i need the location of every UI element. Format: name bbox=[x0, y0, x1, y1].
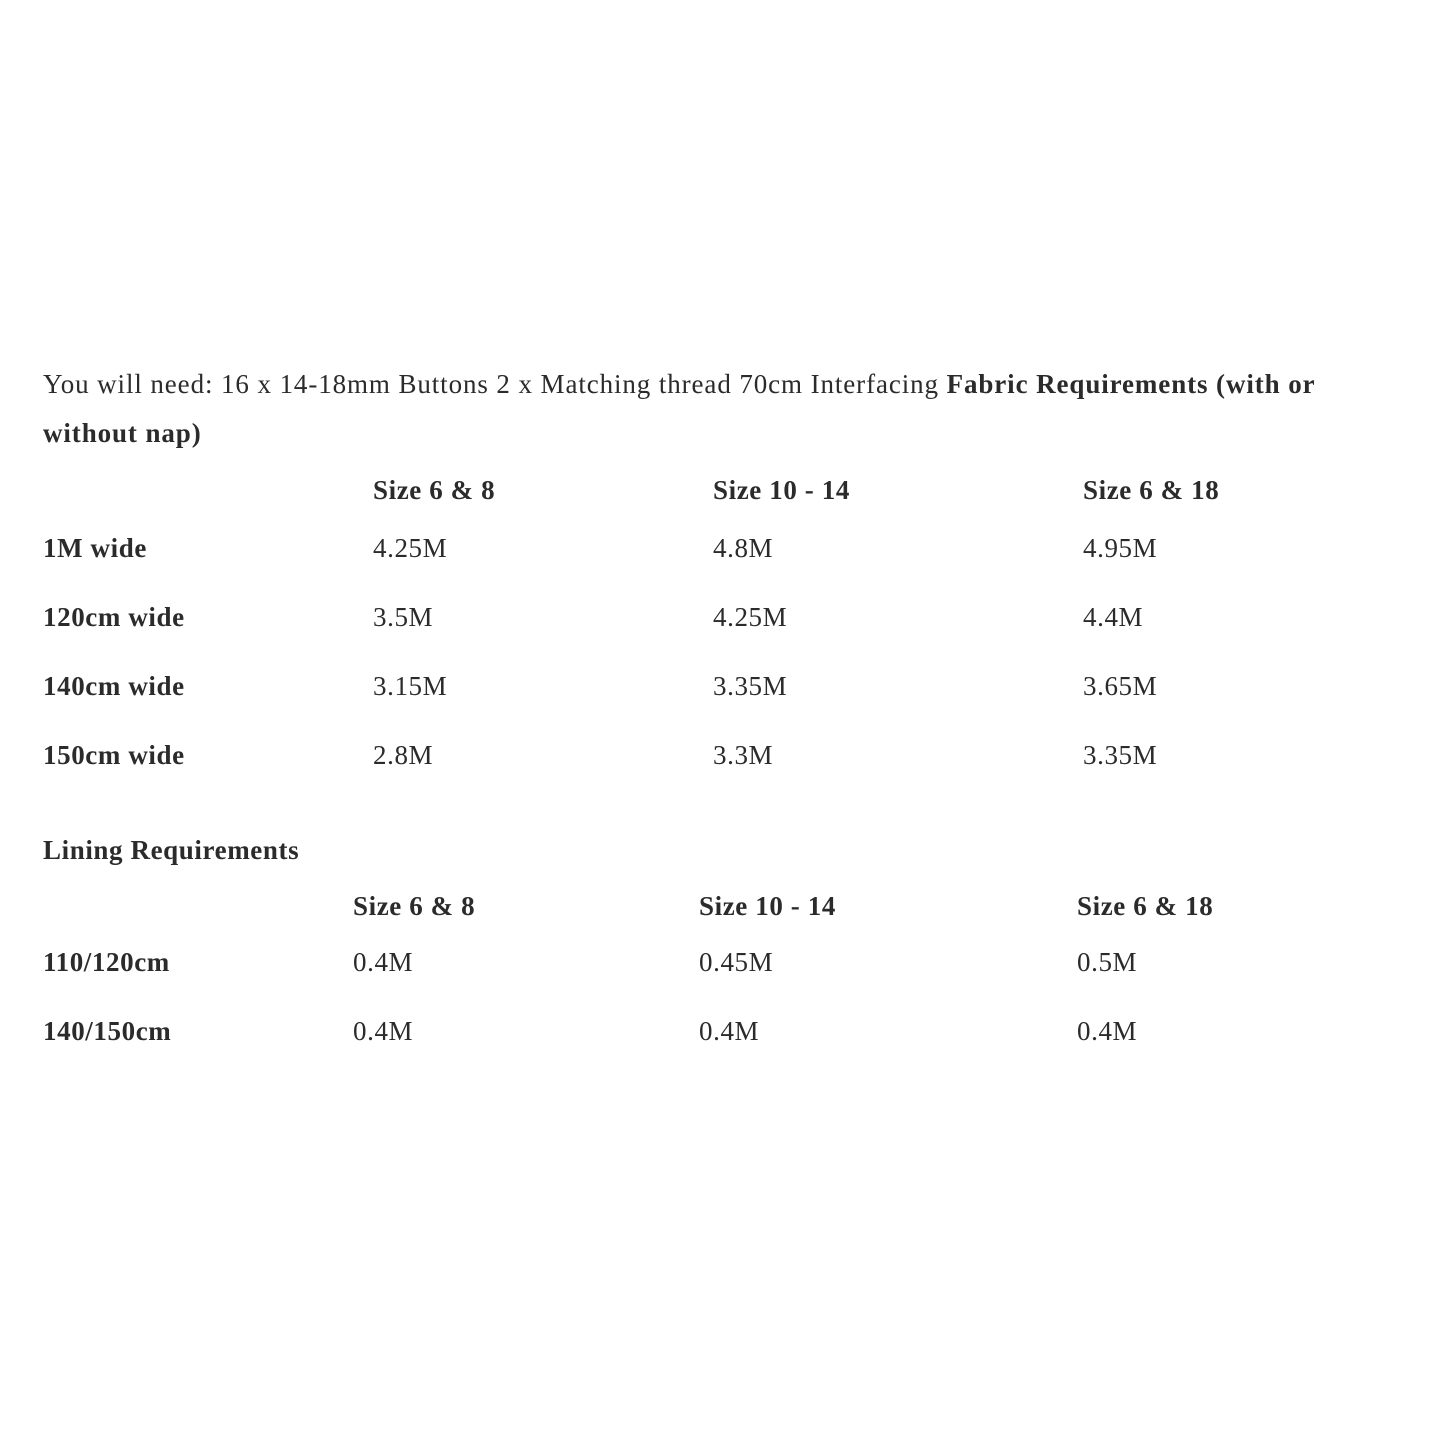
lining-requirements-heading: Lining Requirements bbox=[43, 835, 300, 865]
table-row bbox=[43, 652, 1403, 721]
table-cell: 0.4M bbox=[353, 947, 414, 977]
header-cell-size-6-8: Size 6 & 8 bbox=[353, 890, 476, 921]
header-cell-size-6-18: Size 6 & 18 bbox=[1077, 890, 1214, 921]
table-cell: 4.25M bbox=[713, 602, 788, 632]
table-cell: 0.5M bbox=[1077, 947, 1138, 977]
table-cell: 0.4M bbox=[699, 1016, 760, 1046]
table-cell: 4.8M bbox=[713, 533, 774, 563]
lining-requirements-table bbox=[43, 884, 1397, 1066]
fabric-requirements-table bbox=[43, 466, 1403, 790]
table-cell: 4.4M bbox=[1083, 602, 1144, 632]
table-cell: 3.65M bbox=[1083, 671, 1158, 701]
header-cell-size-6-8: Size 6 & 8 bbox=[373, 474, 496, 505]
table-cell: 2.8M bbox=[373, 740, 434, 770]
header-cell-empty bbox=[43, 466, 373, 514]
header-cell-empty bbox=[43, 884, 353, 928]
table-row bbox=[43, 514, 1403, 583]
header-cell-size-6-18: Size 6 & 18 bbox=[1083, 474, 1220, 505]
table-cell: 0.4M bbox=[353, 1016, 414, 1046]
table-row bbox=[43, 721, 1403, 790]
table-cell: 3.5M bbox=[373, 602, 434, 632]
row-label: 150cm wide bbox=[43, 740, 185, 770]
table-cell: 0.4M bbox=[1077, 1016, 1138, 1046]
table-header-row bbox=[43, 884, 1397, 928]
table-cell: 4.95M bbox=[1083, 533, 1158, 563]
table-cell: 0.45M bbox=[699, 947, 774, 977]
table-row bbox=[43, 928, 1397, 997]
table-cell: 3.35M bbox=[713, 671, 788, 701]
table-row bbox=[43, 583, 1403, 652]
intro-text: You will need: 16 x 14-18mm Buttons 2 x Matching thread 70cm Interfacing bbox=[43, 369, 947, 399]
table-header-row bbox=[43, 466, 1403, 514]
table-row bbox=[43, 997, 1397, 1066]
fabric-requirements-heading: Fabric Requirements (with or without nap) bbox=[43, 369, 1316, 448]
header-cell-size-10-14: Size 10 - 14 bbox=[713, 474, 850, 505]
row-label: 110/120cm bbox=[43, 947, 170, 977]
table-cell: 4.25M bbox=[373, 533, 448, 563]
row-label: 120cm wide bbox=[43, 602, 185, 632]
table-cell: 3.3M bbox=[713, 740, 774, 770]
row-label: 140/150cm bbox=[43, 1016, 172, 1046]
row-label: 140cm wide bbox=[43, 671, 185, 701]
row-label: 1M wide bbox=[43, 533, 147, 563]
header-cell-size-10-14: Size 10 - 14 bbox=[699, 890, 836, 921]
table-cell: 3.15M bbox=[373, 671, 448, 701]
table-cell: 3.35M bbox=[1083, 740, 1158, 770]
page-content bbox=[43, 360, 1403, 1066]
intro-paragraph bbox=[43, 360, 1403, 458]
